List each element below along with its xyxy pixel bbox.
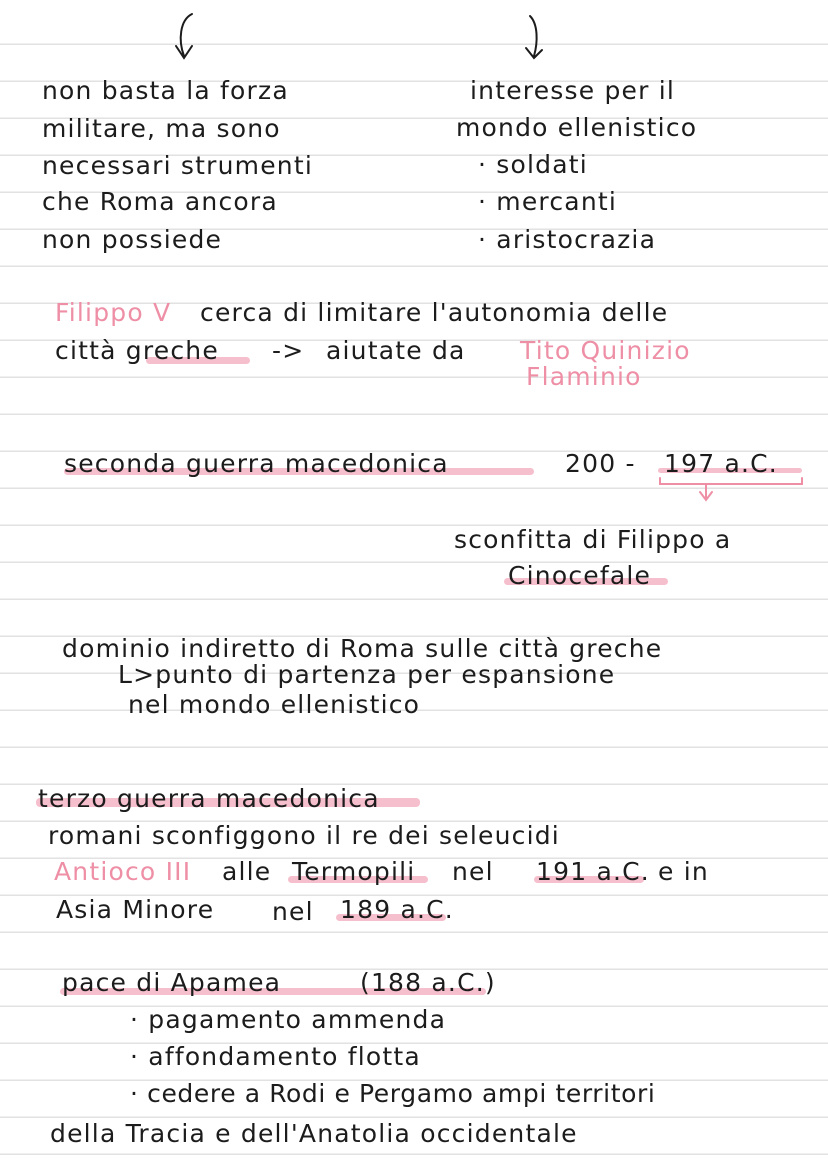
second-war-result-2: Cinocefale <box>508 561 652 590</box>
peace-date: (188 a.C.) <box>360 968 496 997</box>
e-in-word: e in <box>658 857 709 886</box>
left-note-line-3: necessari strumenti <box>42 151 313 180</box>
alle-word: alle <box>222 857 272 886</box>
peace-item: · pagamento ammenda <box>130 1005 447 1034</box>
left-note-line-4: che Roma ancora <box>42 187 278 216</box>
termopili-word: Termopili <box>292 857 416 886</box>
down-arrow-right-icon <box>520 12 550 62</box>
left-note-line-5: non possiede <box>42 225 223 254</box>
third-war-line-1: romani sconfiggono il re dei seleucidi <box>48 821 560 850</box>
filippo-line-2a: città greche <box>55 336 219 365</box>
second-war-date-end: 197 a.C. <box>664 449 778 478</box>
filippo-line-2b: aiutate da <box>326 336 466 365</box>
second-war-title: seconda guerra macedonica <box>64 449 449 478</box>
tito-name-2: Flaminio <box>526 362 642 391</box>
tito-name-1: Tito Quinizio <box>520 336 691 365</box>
second-war-date-start: 200 - <box>565 449 636 478</box>
nel-word: nel <box>452 857 494 886</box>
right-list-item: · aristocrazia <box>478 225 657 254</box>
right-note-title-2: mondo ellenistico <box>456 113 698 142</box>
right-list-item: · mercanti <box>478 187 618 216</box>
right-note-title-1: interesse per il <box>470 76 676 105</box>
filippo-line-1: cerca di limitare l'autonomia delle <box>200 298 669 327</box>
brace-arrow-icon <box>656 476 806 506</box>
left-note-line-2: militare, ma sono <box>42 114 281 143</box>
date-191: 191 a.C. <box>536 857 650 886</box>
filippo-name: Filippo V <box>55 298 172 327</box>
date-189: 189 a.C. <box>340 895 454 924</box>
left-note-line-1: non basta la forza <box>42 76 289 105</box>
down-arrow-left-icon <box>170 10 200 62</box>
dominio-line-2: L>punto di partenza per espansione <box>118 660 616 689</box>
dominio-line-1: dominio indiretto di Roma sulle città greche <box>62 634 663 663</box>
third-war-title: terzo guerra macedonica <box>38 784 380 813</box>
antioco-name: Antioco III <box>54 857 192 886</box>
peace-item: · affondamento flotta <box>130 1042 421 1071</box>
filippo-arrow: -> <box>272 336 305 365</box>
peace-title: pace di Apamea <box>62 968 282 997</box>
dominio-line-3: nel mondo ellenistico <box>128 690 421 719</box>
second-war-result-1: sconfitta di Filippo a <box>454 525 732 554</box>
right-list-item: · soldati <box>478 150 588 179</box>
peace-item: · cedere a Rodi e Pergamo ampi territori <box>130 1079 656 1108</box>
peace-last-line: della Tracia e dell'Anatolia occidentale <box>50 1119 578 1148</box>
asia-minore: Asia Minore <box>56 895 215 924</box>
nel-word-2: nel <box>272 897 314 926</box>
